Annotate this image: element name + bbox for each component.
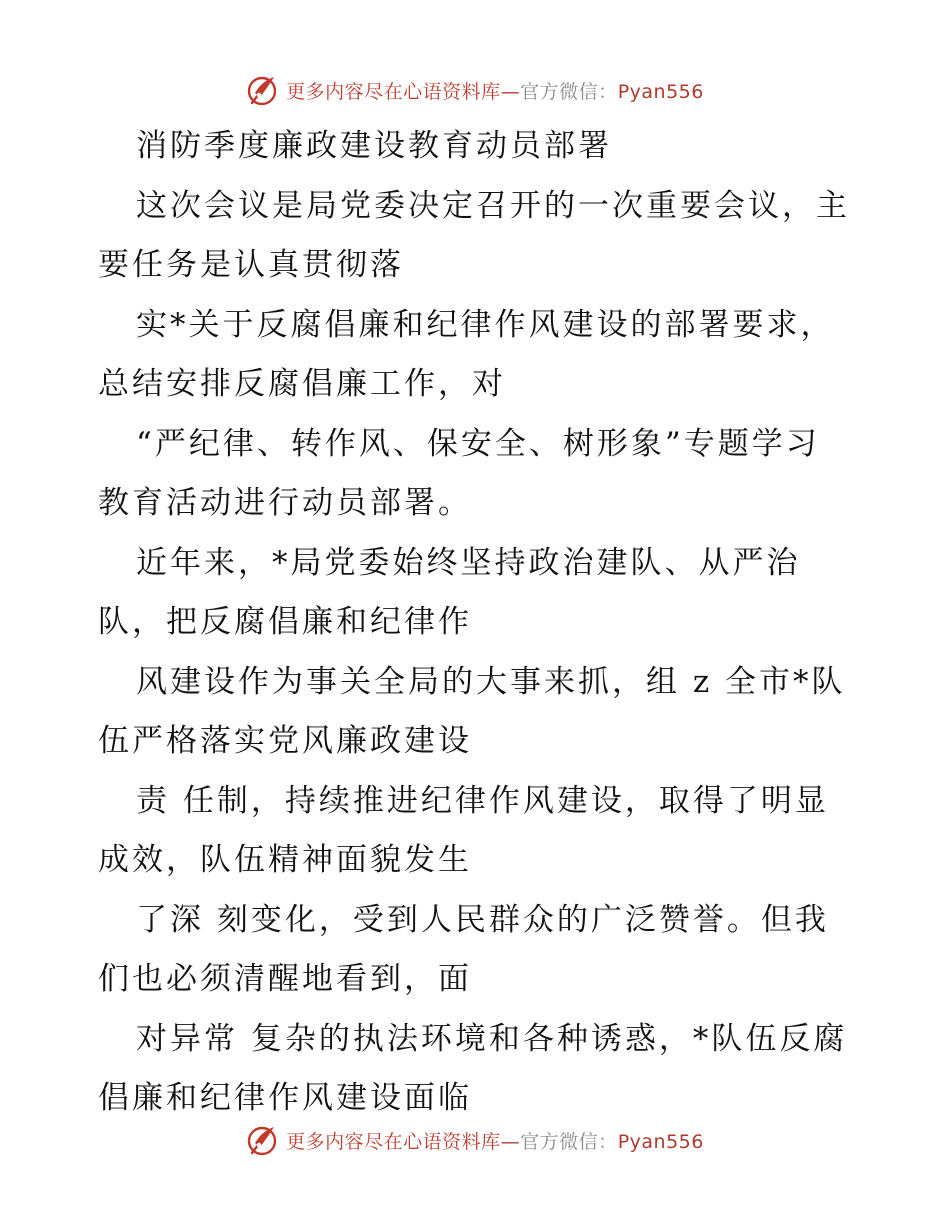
bookmark-quill-icon <box>246 73 280 107</box>
text-line: 们也必须清醒地看到，面 <box>98 961 472 997</box>
text-line: 了深 刻变化，受到人民群众的广泛赞誉。但我 <box>136 901 829 938</box>
text-line: 伍严格落实党风廉政建设 <box>98 723 472 759</box>
watermark-separator: — <box>500 80 521 103</box>
text-line: 总结安排反腐倡廉工作，对 <box>98 366 506 402</box>
watermark-official-text: 官方微信： <box>520 1130 618 1153</box>
text-line: 倡廉和纪律作风建设面临 <box>98 1080 472 1116</box>
watermark-wechat-id: Pyan556 <box>617 80 704 103</box>
watermark-banner-inner <box>246 73 704 107</box>
text-line: 要任务是认真贯彻落 <box>98 247 404 283</box>
watermark-separator: — <box>500 1130 521 1153</box>
text-line: “严纪律、转作风、保安全、树形象”专题学习 <box>136 425 820 462</box>
text-line: 成效，队伍精神面貌发生 <box>98 842 472 878</box>
text-line: 这次会议是局党委决定召开的一次重要会议，主 <box>136 187 850 224</box>
watermark-banner-inner <box>246 1123 704 1157</box>
text-line: 对异常 复杂的执法环境和各种诱惑，*队伍反腐 <box>136 1020 848 1057</box>
watermark-official-text: 官方微信： <box>520 80 618 103</box>
text-line: 近年来，*局党委始终坚持政治建队、从严治 <box>136 544 801 581</box>
watermark-wechat-id: Pyan556 <box>617 1130 704 1153</box>
text-line: 教育活动进行动员部署。 <box>98 485 472 521</box>
text-line: 风建设作为事关全局的大事来抓，组 z 全市*队 <box>136 663 846 700</box>
text-line: 队，把反腐倡廉和纪律作 <box>98 604 472 640</box>
text-line: 消防季度廉政建设教育动员部署 <box>136 128 612 164</box>
watermark-text <box>286 77 704 104</box>
document-body <box>98 117 858 1129</box>
watermark-text <box>286 1127 704 1154</box>
watermark-main-text: 更多内容尽在心语资料库 <box>286 80 501 103</box>
text-line: 责 任制，持续推进纪律作风建设，取得了明显 <box>136 782 829 819</box>
text-line: 实*关于反腐倡廉和纪律作风建设的部署要求， <box>136 306 835 343</box>
watermark-main-text: 更多内容尽在心语资料库 <box>286 1130 501 1153</box>
watermark-banner-bottom <box>0 1120 950 1160</box>
bookmark-quill-icon <box>246 1123 280 1157</box>
watermark-banner-top <box>0 70 950 110</box>
